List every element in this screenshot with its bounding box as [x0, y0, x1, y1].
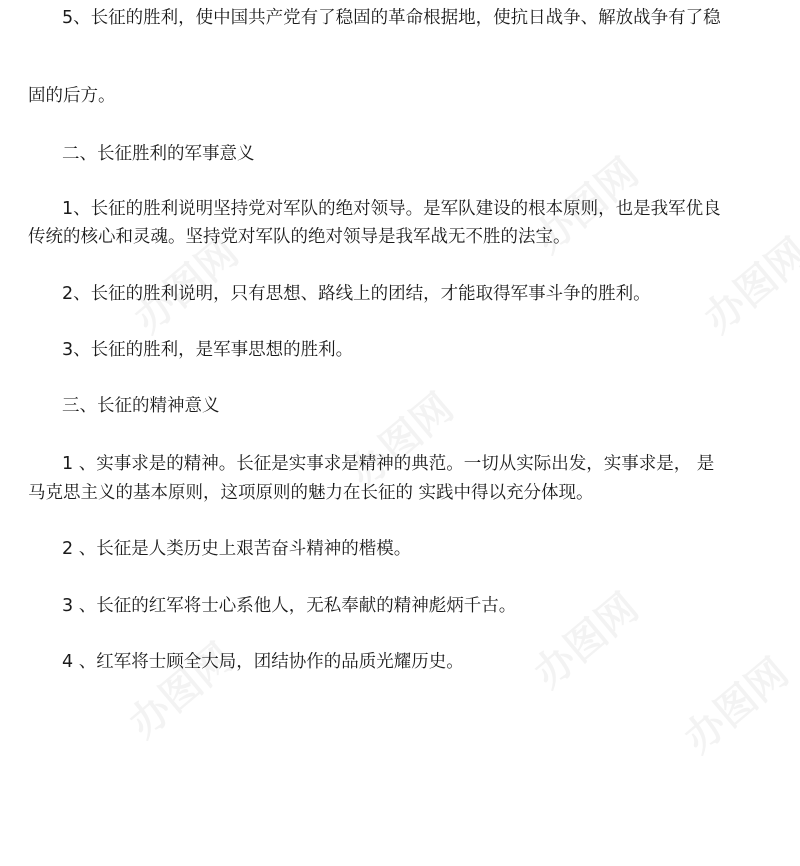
military-point-1-line-1: 1、长征的胜利说明坚持党对军队的绝对领导。是军队建设的根本原则，也是我军优良	[62, 199, 721, 219]
military-point-2: 2、长征的胜利说明，只有思想、路线上的团结，才能取得军事斗争的胜利。	[62, 284, 651, 304]
spirit-point-1-line-1: 1 、实事求是的精神。长征是实事求是精神的典范。一切从实际出发，实事求是， 是	[62, 454, 715, 474]
paragraph-5-line-1: 5、长征的胜利，使中国共产党有了稳固的革命根据地，使抗日战争、解放战争有了稳	[62, 8, 721, 28]
military-point-1-line-2: 传统的核心和灵魂。坚持党对军队的绝对领导是我军战无不胜的法宝。	[28, 227, 571, 247]
spirit-point-1-line-2: 马克思主义的基本原则，这项原则的魅力在长征的 实践中得以充分体现。	[28, 483, 594, 503]
spirit-point-4: 4 、红军将士顾全大局，团结协作的品质光耀历史。	[62, 652, 464, 672]
watermark	[115, 628, 244, 749]
military-point-3: 3、长征的胜利，是军事思想的胜利。	[62, 340, 354, 360]
section-heading-2: 二、长征胜利的军事意义	[62, 144, 255, 164]
spirit-point-2: 2 、长征是人类历史上艰苦奋斗精神的楷模。	[62, 539, 412, 559]
section-heading-3: 三、长征的精神意义	[62, 396, 220, 416]
spirit-point-3: 3 、长征的红军将士心系他人，无私奉献的精神彪炳千古。	[62, 596, 517, 616]
paragraph-5-line-2: 固的后方。	[28, 86, 116, 106]
